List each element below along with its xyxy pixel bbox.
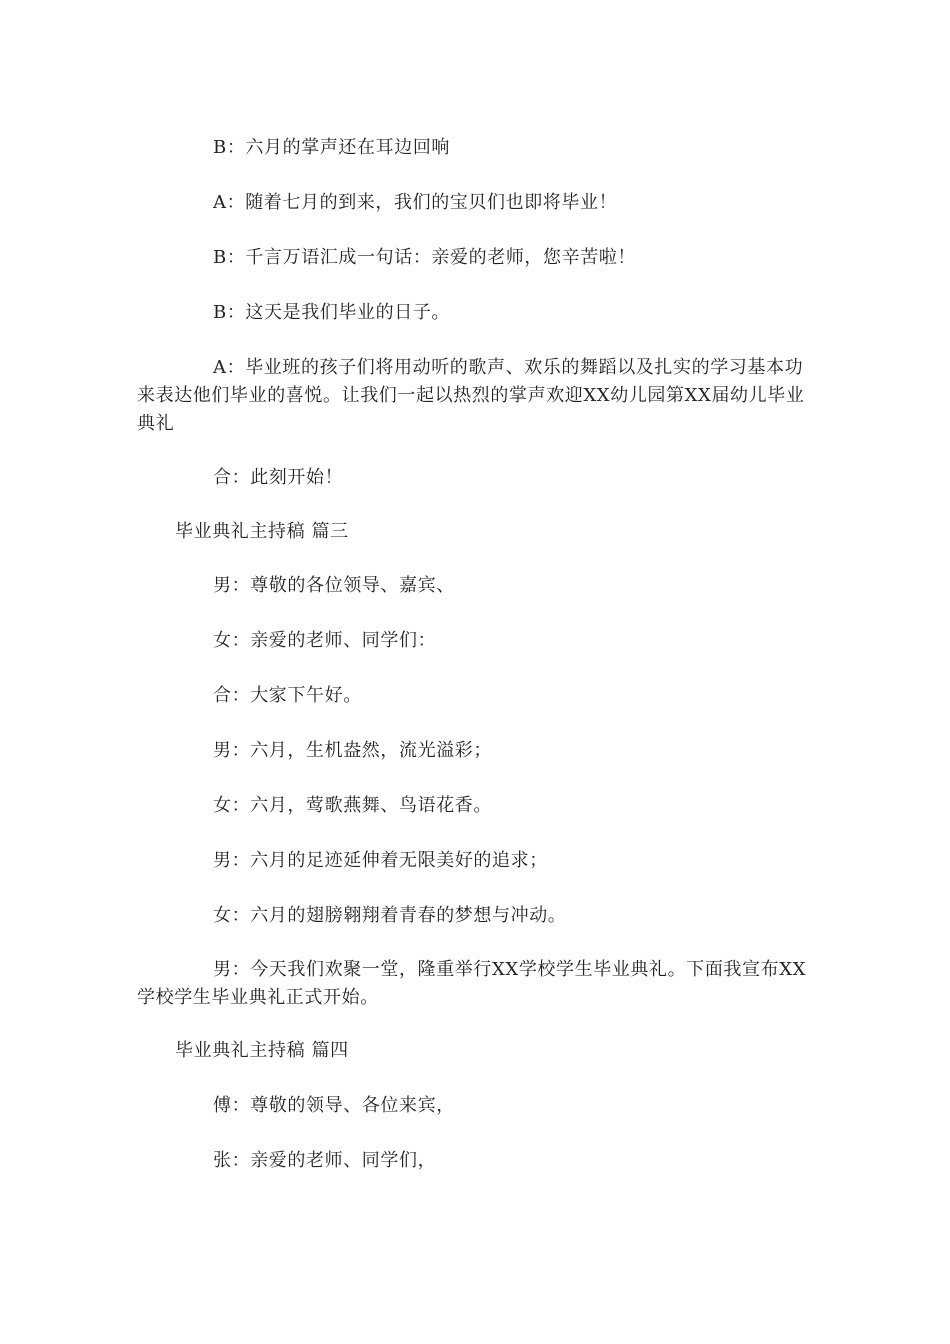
paragraph-b-graduation-day: B：这天是我们毕业的日子。 bbox=[213, 302, 451, 323]
paragraph-b-applause: B：六月的掌声还在耳边回响 bbox=[213, 137, 451, 158]
paragraph-zhang-greeting: 张：亲爱的老师、同学们， bbox=[213, 1150, 437, 1171]
paragraph-male-greeting: 男：尊敬的各位领导、嘉宾、 bbox=[213, 575, 455, 596]
section-heading-part-four: 毕业典礼主持稿 篇四 bbox=[175, 1040, 349, 1061]
paragraph-male-ceremony-start: 男：今天我们欢聚一堂，隆重举行XX学校学生毕业典礼。下面我宣布XX学校学生毕业典礼正式开始。 bbox=[137, 959, 807, 1008]
paragraph-female-june-birds: 女：六月，莺歌燕舞、鸟语花香。 bbox=[213, 795, 492, 816]
paragraph-a-july: A：随着七月的到来，我们的宝贝们也即将毕业！ bbox=[213, 192, 618, 213]
document-body bbox=[137, 134, 807, 1175]
section-heading-part-three: 毕业典礼主持稿 篇三 bbox=[175, 521, 349, 542]
paragraph-male-june-vitality: 男：六月，生机盎然，流光溢彩； bbox=[213, 740, 492, 761]
paragraph-female-june-dreams: 女：六月的翅膀翱翔着青春的梦想与冲动。 bbox=[213, 905, 567, 926]
paragraph-male-june-pursuit: 男：六月的足迹延伸着无限美好的追求； bbox=[213, 850, 548, 871]
paragraph-together-start: 合：此刻开始！ bbox=[213, 467, 344, 488]
paragraph-together-good-afternoon: 合：大家下午好。 bbox=[213, 685, 362, 706]
paragraph-b-thanks: B：千言万语汇成一句话：亲爱的老师，您辛苦啦！ bbox=[213, 247, 637, 268]
paragraph-female-greeting: 女：亲爱的老师、同学们： bbox=[213, 630, 437, 651]
paragraph-fu-greeting: 傅：尊敬的领导、各位来宾， bbox=[213, 1095, 455, 1116]
paragraph-a-welcome: A：毕业班的孩子们将用动听的歌声、欢乐的舞蹈以及扎实的学习基本功来表达他们毕业的喜悦。让我们一起以热烈的掌声欢迎XX幼儿园第XX届幼儿毕业典礼 bbox=[137, 357, 805, 434]
